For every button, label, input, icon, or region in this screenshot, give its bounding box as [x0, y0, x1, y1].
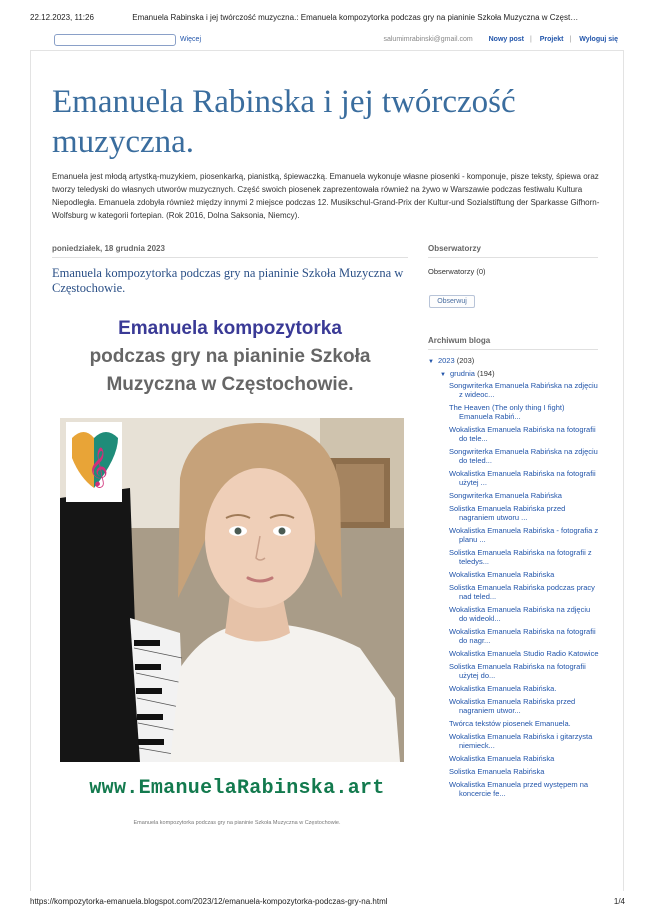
- followers-heading: Obserwatorzy: [428, 244, 598, 258]
- post-heading-highlight: Emanuela kompozytorka: [118, 318, 342, 339]
- navbar-separator: |: [529, 36, 532, 43]
- blogger-navbar: [30, 32, 622, 50]
- archive-post-link[interactable]: [449, 684, 599, 693]
- print-url: https://kompozytorka-emanuela.blogspot.com/2023/12/emanuela-kompozytorka-podczas-gry-na.html: [30, 897, 388, 906]
- archive-year-label[interactable]: 2023: [437, 356, 455, 365]
- archive-post-link[interactable]: [449, 627, 599, 645]
- print-page-number: 1/4: [613, 897, 625, 906]
- post-heading: [52, 315, 408, 399]
- new-post-link[interactable]: Nowy post: [488, 36, 525, 43]
- navbar-more-link[interactable]: Więcej: [180, 36, 202, 43]
- archive-post-link[interactable]: [449, 381, 599, 399]
- archive-post-link[interactable]: [449, 697, 599, 715]
- navbar-search-input[interactable]: [54, 34, 176, 46]
- archive-post-link[interactable]: [449, 491, 599, 500]
- archive-post-title[interactable]: Songwriterka Emanuela Rabińska na zdjęciu z wideoc...: [449, 381, 598, 399]
- archive-heading: Archiwum bloga: [428, 336, 598, 350]
- print-footer: [30, 897, 625, 906]
- archive-month[interactable]: [440, 369, 495, 378]
- post-photo[interactable]: [60, 418, 404, 762]
- project-link[interactable]: Projekt: [539, 36, 564, 43]
- archive-post-title[interactable]: Wokalistka Emanuela Rabińska na fotografii użytej ...: [449, 469, 596, 487]
- archive-post-title[interactable]: Solistka Emanuela Rabińska: [449, 767, 545, 776]
- archive-post-list: [449, 381, 599, 798]
- archive-post-title[interactable]: Songwriterka Emanuela Rabińska: [449, 491, 562, 500]
- archive-post-link[interactable]: [449, 469, 599, 487]
- archive-post-title[interactable]: Wokalistka Emanuela Rabińska na zdjęciu do wideokl...: [449, 605, 591, 623]
- print-datetime: 22.12.2023, 11:26: [30, 13, 94, 22]
- archive-post-title[interactable]: Wokalistka Emanuela Studio Radio Katowice: [449, 649, 599, 658]
- archive-year-count: (203): [456, 356, 475, 365]
- svg-text:𝄞: 𝄞: [88, 447, 109, 487]
- archive-post-link[interactable]: [449, 605, 599, 623]
- archive-post-title[interactable]: Twórca tekstów piosenek Emanuela.: [449, 719, 571, 728]
- archive-post-link[interactable]: [449, 719, 599, 728]
- photo-caption: Emanuela kompozytorka podczas gry na pianinie Szkoła Muzyczna w Częstochowie.: [133, 820, 341, 826]
- archive-post-link[interactable]: [449, 780, 599, 798]
- post-heading-rest: podczas gry na pianinie Szkoła Muzyczna w Częstochowie.: [89, 346, 371, 395]
- follow-button[interactable]: Obserwuj: [429, 295, 475, 308]
- archive-post-link[interactable]: [449, 425, 599, 443]
- archive-post-link[interactable]: [449, 754, 599, 763]
- archive-post-title[interactable]: Wokalistka Emanuela Rabińska: [449, 570, 555, 579]
- archive-post-title[interactable]: Songwriterka Emanuela Rabińska na zdjęciu do teled...: [449, 447, 598, 465]
- archive-post-title[interactable]: Wokalistka Emanuela Rabińska przed nagraniem utwor...: [449, 697, 576, 715]
- archive-post-link[interactable]: [449, 649, 599, 658]
- archive-post-title[interactable]: Wokalistka Emanuela Rabińska - fotografia z planu ...: [449, 526, 599, 544]
- archive-post-link[interactable]: [449, 403, 599, 421]
- archive-post-title[interactable]: Wokalistka Emanuela przed występem na koncercie fe...: [449, 780, 589, 798]
- blog-title[interactable]: Emanuela Rabinska i jej twórczość muzyczna.: [52, 84, 516, 160]
- archive-year[interactable]: [428, 356, 474, 365]
- archive-post-link[interactable]: [449, 583, 599, 601]
- navbar-separator: |: [569, 36, 572, 43]
- post-date-header: poniedziałek, 18 grudnia 2023: [52, 244, 408, 258]
- archive-post-title[interactable]: Wokalistka Emanuela Rabińska na fotografii do nagr...: [449, 627, 596, 645]
- print-header: [30, 13, 630, 22]
- followers-count[interactable]: Obserwatorzy (0): [428, 267, 486, 276]
- logout-link[interactable]: Wyloguj się: [579, 36, 618, 43]
- archive-post-title[interactable]: Wokalistka Emanuela Rabińska: [449, 754, 555, 763]
- archive-post-title[interactable]: Solistka Emanuela Rabińska podczas pracy nad teled...: [449, 583, 595, 601]
- print-doc-title: Emanuela Rabinska i jej twórczość muzyczna.: Emanuela kompozytorka podczas gry na pianinie Szkoła Muzyczna w Częst…: [132, 13, 579, 22]
- archive-post-title[interactable]: Solistka Emanuela Rabińska przed nagraniem utworu ...: [449, 504, 566, 522]
- archive-post-title[interactable]: The Heaven (The only thing I fight) Emanuela Rabiń...: [449, 403, 565, 421]
- archive-post-link[interactable]: [449, 662, 599, 680]
- archive-month-label[interactable]: grudnia: [449, 369, 475, 378]
- archive-post-title[interactable]: Wokalistka Emanuela Rabińska.: [449, 684, 557, 693]
- archive-post-link[interactable]: [449, 548, 599, 566]
- post-title[interactable]: Emanuela kompozytorka podczas gry na pianinie Szkoła Muzyczna w Częstochowie.: [52, 266, 404, 295]
- archive-post-link[interactable]: [449, 504, 599, 522]
- archive-post-link[interactable]: [449, 447, 599, 465]
- archive-post-title[interactable]: Solistka Emanuela Rabińska na fotografii użytej do...: [449, 662, 586, 680]
- archive-post-link[interactable]: [449, 767, 599, 776]
- archive-post-title[interactable]: Wokalistka Emanuela Rabińska na fotografii do tele...: [449, 425, 596, 443]
- blog-description: Emanuela jest młodą artystką-muzykiem, piosenkarką, pianistką, śpiewaczką. Emanuela wykonuje własne piosenki - komponuje, pisze teksty, śpiewa oraz tworzy teledyski do własnych utworów muzycznych. Część swoich piosenek zaprezentowała również na żywo w Warszawie podczas festiwalu Kultura Niepodległa. Emanuela zdobyła również między innymi 2 miejsce podczas 12. Musikschul-Grand-Prix der Kultur-und Sozialstiftung der Sparkasse Gifhorn-Wolfsburg w kategorii fortepian. (Rok 2016, Dolna Saksonia, Niemcy).: [52, 172, 600, 220]
- archive-post-title[interactable]: Solistka Emanuela Rabińska na fotografii z teledys...: [449, 548, 592, 566]
- archive-post-link[interactable]: [449, 526, 599, 544]
- archive-post-title[interactable]: Wokalistka Emanuela Rabińska i gitarzysta niemieck...: [449, 732, 593, 750]
- navbar-email: salumimrabinski@gmail.com: [383, 36, 473, 43]
- archive-post-link[interactable]: [449, 570, 599, 579]
- triangle-down-icon[interactable]: ▼: [428, 359, 434, 365]
- site-url-banner: www.EmanuelaRabinska.art: [89, 777, 385, 800]
- navbar-account: [383, 36, 618, 43]
- archive-month-count: (194): [477, 369, 495, 378]
- triangle-down-icon[interactable]: ▼: [440, 372, 446, 378]
- archive-post-link[interactable]: [449, 732, 599, 750]
